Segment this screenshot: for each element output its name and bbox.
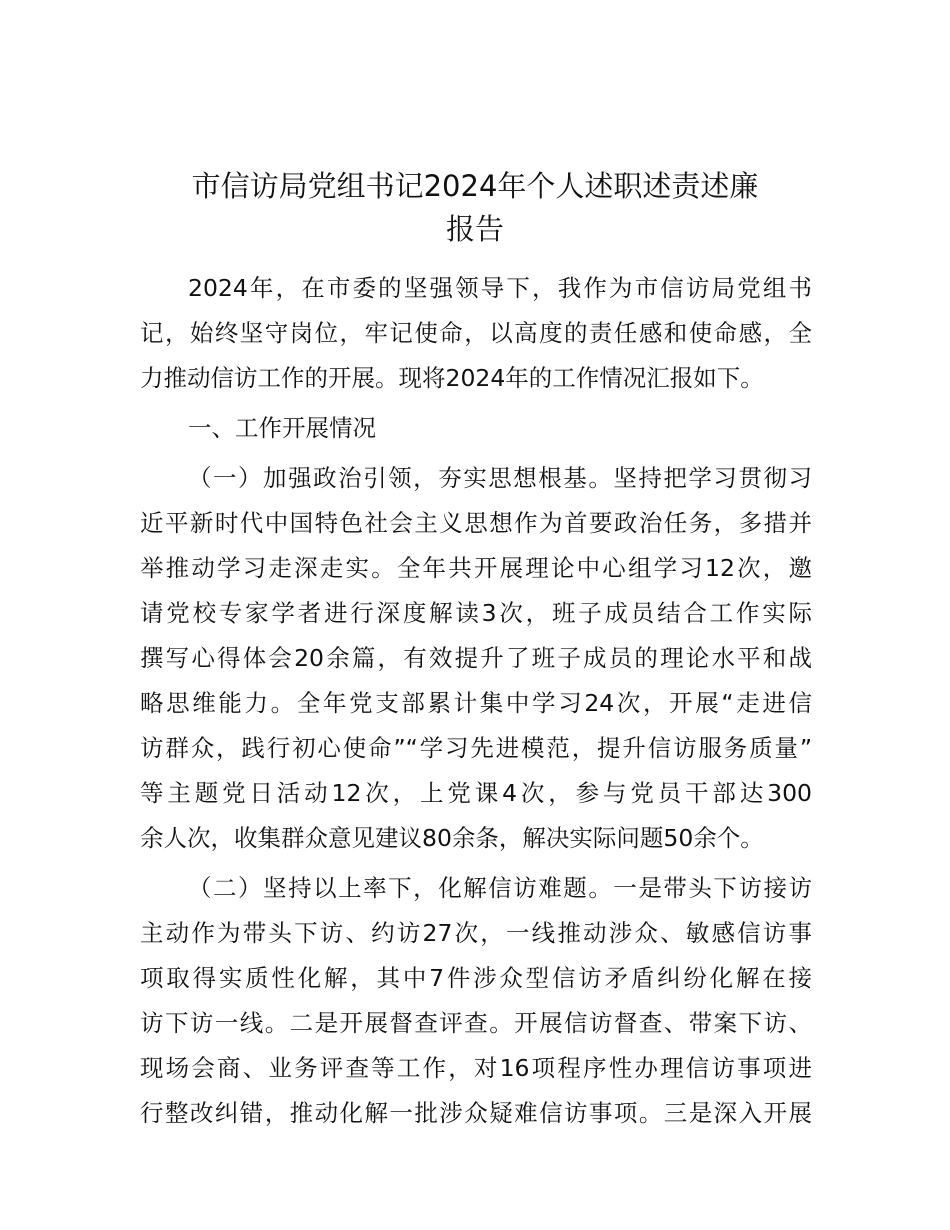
paragraph-line: 主动作为带头下访、约访27次，一线推动涉众、敏感信访事 <box>140 919 812 947</box>
paragraph-line: 访群众，践行初心使命”“学习先进模范，提升信访服务质量” <box>140 734 812 762</box>
paragraph-line: 项取得实质性化解，其中7件涉众型信访矛盾纠纷化解在接 <box>140 964 812 992</box>
intro-line: 力推动信访工作的开展。现将2024年的工作情况汇报如下。 <box>140 364 764 392</box>
title-line-1: 市信访局党组书记2024年个人述职述责述廉 <box>191 169 759 203</box>
paragraph-line: 行整改纠错，推动化解一批涉众疑难信访事项。三是深入开展 <box>140 1099 812 1127</box>
paragraph-line: 等主题党日活动12次，上党课4次，参与党员干部达300 <box>140 779 812 807</box>
paragraph-political-guidance <box>140 456 812 861</box>
paragraph-line: （一）加强政治引领，夯实思想根基。坚持把学习贯彻习 <box>188 464 812 492</box>
paragraph-line: 余人次，收集群众意见建议80余条，解决实际问题50余个。 <box>140 824 764 852</box>
paragraph-line: 略思维能力。全年党支部累计集中学习24次，开展“走进信 <box>140 689 812 717</box>
document-body <box>140 266 812 1141</box>
paragraph-petition-resolution <box>140 866 812 1136</box>
title-line-2: 报告 <box>445 212 504 246</box>
document-title <box>140 165 810 251</box>
intro-line: 2024年，在市委的坚强领导下，我作为市信访局党组书 <box>188 274 812 302</box>
paragraph-line: 访下访一线。二是开展督查评查。开展信访督查、带案下访、 <box>140 1009 812 1037</box>
paragraph-line: （二）坚持以上率下，化解信访难题。一是带头下访接访 <box>188 874 812 902</box>
paragraph-line: 举推动学习走深走实。全年共开展理论中心组学习12次，邀 <box>140 554 812 582</box>
paragraph-line: 撰写心得体会20余篇，有效提升了班子成员的理论水平和战 <box>140 644 812 672</box>
paragraph-line: 请党校专家学者进行深度解读3次，班子成员结合工作实际 <box>140 599 812 627</box>
section-heading: 一、工作开展情况 <box>188 414 376 442</box>
paragraph-line: 现场会商、业务评查等工作，对16项程序性办理信访事项进 <box>140 1054 812 1082</box>
paragraph-line: 近平新时代中国特色社会主义思想作为首要政治任务，多措并 <box>140 509 812 537</box>
intro-paragraph <box>140 266 812 401</box>
intro-line: 记，始终坚守岗位，牢记使命，以高度的责任感和使命感，全 <box>140 319 812 347</box>
